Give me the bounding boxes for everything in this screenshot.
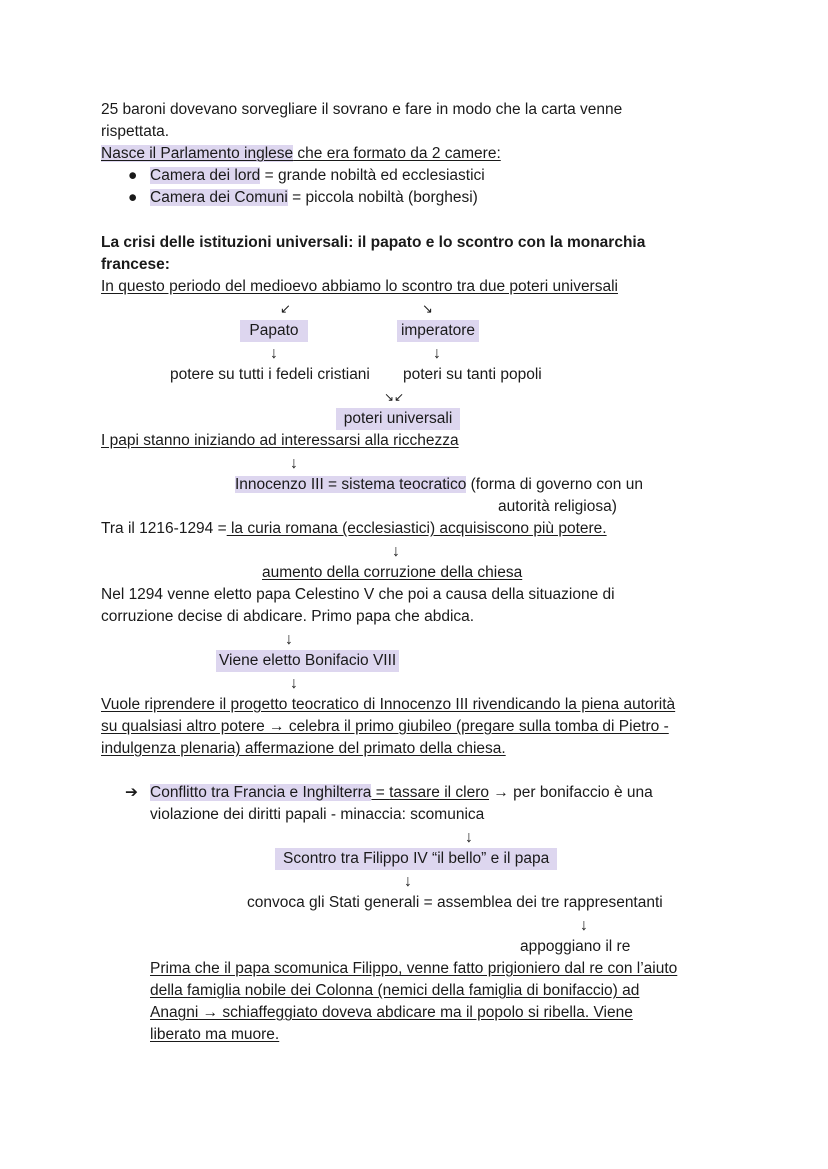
celestino-line-2: corruzione decise di abdicare. Primo papa che abdica. xyxy=(101,608,475,625)
list-item xyxy=(150,165,485,187)
conflict-rest: → per bonifaccio è una xyxy=(489,784,653,801)
bullet-icon: ● xyxy=(128,189,138,206)
project-line-2: su qualsiasi altro potere → celebra il primo giubileo (pregare sulla tomba di Pietro - xyxy=(101,718,669,735)
curia-prefix: Tra il 1216-1294 = xyxy=(101,520,227,537)
project-line-1: Vuole riprendere il progetto teocratico di Innocenzo III rivendicando la piena autorità xyxy=(101,696,676,713)
arrow-down-left-icon: ↙ xyxy=(280,301,291,316)
arrow-down-icon: ↓ xyxy=(290,455,298,472)
parliament-highlight: Nasce il Parlamento inglese xyxy=(101,145,294,162)
bullet-icon: ● xyxy=(128,167,138,184)
celestino-line-1: Nel 1294 venne eletto papa Celestino V che poi a causa della situazione di xyxy=(101,586,615,603)
section-heading-line-2: francese: xyxy=(101,256,170,273)
stati-generali-line: convoca gli Stati generali = assemblea dei tre rappresentanti xyxy=(247,894,663,911)
section-heading-line-1: La crisi delle istituzioni universali: il papato e lo scontro con la monarchia xyxy=(101,234,646,251)
camera-comuni-def: = piccola nobiltà (borghesi) xyxy=(287,189,478,206)
section-intro: In questo periodo del medioevo abbiamo lo scontro tra due poteri universali xyxy=(101,278,618,295)
arrow-down-icon: ↓ xyxy=(465,829,473,846)
arrow-down-icon: ↓ xyxy=(290,675,298,692)
arrow-down-icon: ↓ xyxy=(404,873,412,890)
curia-text: la curia romana (ecclesiastici) acquisiscono più potere. xyxy=(226,520,607,537)
conflict-tax: tassare il clero xyxy=(389,784,490,801)
papato-box: Papato xyxy=(240,320,308,342)
papi-ricchezza: I papi stanno iniziando ad interessarsi alla ricchezza xyxy=(101,432,459,449)
intro-line-1: 25 baroni dovevano sorvegliare il sovrano e fare in modo che la carta venne xyxy=(101,101,623,118)
arrow-right-bullet-icon: ➔ xyxy=(125,784,138,801)
arrow-down-icon: ↓ xyxy=(580,917,588,934)
camera-lord-term: Camera dei lord xyxy=(150,167,261,184)
curia-line xyxy=(101,518,607,540)
corruption-line: aumento della corruzione della chiesa xyxy=(262,564,523,581)
ending-line-2: della famiglia nobile dei Colonna (nemici della famiglia di bonifaccio) ad xyxy=(150,982,640,999)
papato-description: potere su tutti i fedeli cristiani xyxy=(170,366,370,383)
appoggiano-line: appoggiano il re xyxy=(520,938,631,955)
ending-line-1: Prima che il papa scomunica Filippo, venne fatto prigioniero dal re con l’aiuto xyxy=(150,960,678,977)
ending-line-3: Anagni → schiaffeggiato doveva abdicare ma il popolo si ribella. Viene xyxy=(150,1004,633,1021)
merge-arrows-icon: ↘↙ xyxy=(384,390,405,404)
arrow-down-icon: ↓ xyxy=(433,345,441,362)
scontro-box: Scontro tra Filippo IV “il bello” e il papa xyxy=(275,848,557,870)
imperatore-description: poteri su tanti popoli xyxy=(403,366,542,383)
ending-line-4: liberato ma muore. xyxy=(150,1026,280,1043)
conflict-eq: = xyxy=(371,784,390,801)
bonifacio-box: Viene eletto Bonifacio VIII xyxy=(216,650,399,672)
arrow-down-icon: ↓ xyxy=(392,543,400,560)
poteri-universali-box: poteri universali xyxy=(336,408,460,430)
conflict-line-1 xyxy=(150,782,653,804)
imperatore-box: imperatore xyxy=(397,320,479,342)
parliament-suffix: che era formato da 2 camere: xyxy=(293,145,501,162)
conflict-title: Conflitto tra Francia e Inghilterra xyxy=(150,784,372,801)
intro-line-2: rispettata. xyxy=(101,123,170,140)
parliament-line xyxy=(101,143,501,165)
project-line-3: indulgenza plenaria) affermazione del primato della chiesa. xyxy=(101,740,506,757)
camera-lord-def: = grande nobiltà ed ecclesiastici xyxy=(260,167,485,184)
list-item xyxy=(150,187,478,209)
arrow-down-icon: ↓ xyxy=(270,345,278,362)
innocenzo-desc-2: autorità religiosa) xyxy=(498,498,617,515)
innocenzo-desc: (forma di governo con un xyxy=(466,476,643,493)
innocenzo-line xyxy=(235,474,643,496)
arrow-down-right-icon: ↘ xyxy=(422,301,433,316)
innocenzo-highlight: Innocenzo III = sistema teocratico xyxy=(235,476,467,493)
camera-comuni-term: Camera dei Comuni xyxy=(150,189,288,206)
arrow-down-icon: ↓ xyxy=(285,631,293,648)
conflict-line-2: violazione dei diritti papali - minaccia: scomunica xyxy=(150,806,485,823)
